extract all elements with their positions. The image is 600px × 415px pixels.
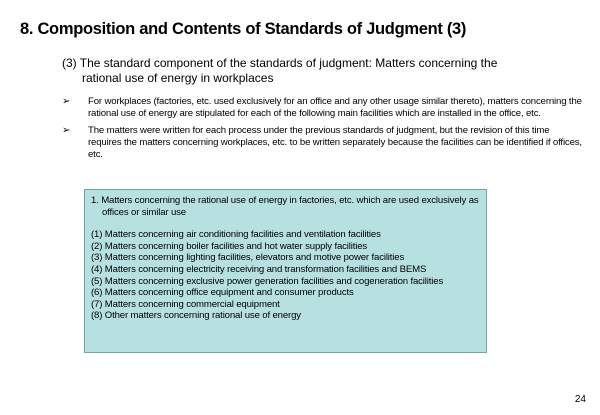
list-item: (8) Other matters concerning rational use of energy	[91, 310, 301, 322]
arrow-bullet-icon: ➢	[62, 96, 71, 107]
list-item: (2) Matters concerning boiler facilities and hot water supply facilities	[91, 240, 368, 252]
arrow-bullet-icon: ➢	[62, 125, 71, 136]
bullet-item	[62, 125, 582, 161]
bullet-list	[62, 96, 582, 166]
bullet-item	[62, 96, 582, 120]
subtitle-line-1: (3) The standard component of the standards of judgment: Matters concerning the	[62, 56, 498, 70]
page-number: 24	[574, 394, 586, 405]
list-item: (1) Matters concerning air conditioning facilities and ventilation facilities	[91, 229, 381, 241]
facilities-box	[84, 189, 487, 353]
list-item: (5) Matters concerning exclusive power generation facilities and cogeneration facilities	[91, 275, 444, 287]
section-subtitle	[62, 56, 562, 86]
list-item: (6) Matters concerning office equipment and consumer products	[91, 287, 354, 299]
subtitle-line-2: rational use of energy in workplaces	[82, 71, 274, 85]
slide-title: 8. Composition and Contents of Standards of Judgment (3)	[20, 20, 467, 38]
list-item: (4) Matters concerning electricity receiving and transformation facilities and BEMS	[91, 263, 427, 275]
list-item: (7) Matters concerning commercial equipment	[91, 298, 280, 310]
list-item: (3) Matters concerning lighting facilities, elevators and motive power facilities	[91, 252, 405, 264]
bullet-text: For workplaces (factories, etc. used exclusively for an office and any other usage similar thereto), matters concerning the rational use of energy are stipulated for each of the following main facilities which are installed in the office, etc.	[88, 96, 582, 119]
box-heading: 1. Matters concerning the rational use of energy in factories, etc. which are used exclusively as offices or similar use	[91, 195, 479, 218]
bullet-text: The matters were written for each process under the previous standards of judgment, but the revision of this time requires the matters concerning workplaces, etc. to be written separately because the facilities can be identified if offices, etc.	[88, 125, 582, 160]
